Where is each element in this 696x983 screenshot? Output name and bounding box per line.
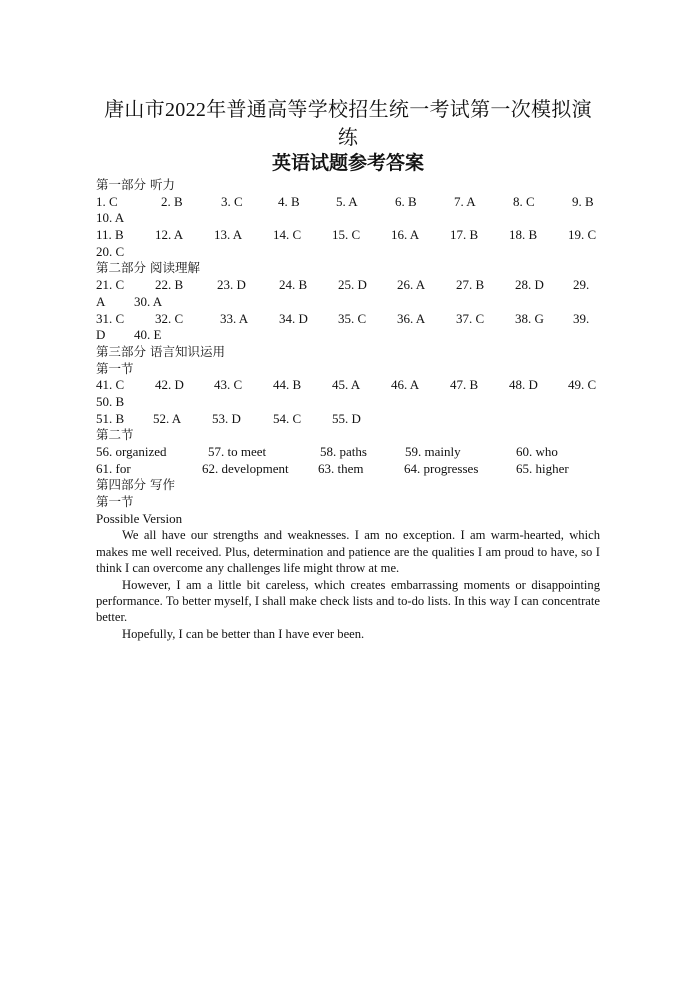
answer-item: 32. C bbox=[155, 310, 184, 326]
answer-item: 9. B bbox=[572, 193, 594, 209]
answer-item: 17. B bbox=[450, 227, 479, 243]
answer-item: 3. C bbox=[221, 193, 243, 209]
answer-row bbox=[96, 227, 600, 244]
part4-section1-heading: 第一节 bbox=[96, 494, 134, 510]
essay-paragraph: Hopefully, I can be better than I have ever been. bbox=[122, 626, 365, 641]
answer-item: 29. bbox=[573, 277, 590, 293]
answer-item: 48. D bbox=[509, 377, 538, 393]
answer-item: 60. who bbox=[516, 444, 558, 459]
answer-item: 15. C bbox=[332, 227, 361, 243]
answer-item: 53. D bbox=[212, 410, 241, 426]
answer-item: 44. B bbox=[273, 377, 302, 393]
answer-item: 47. B bbox=[450, 377, 479, 393]
answer-content bbox=[96, 177, 600, 642]
essay-paragraph: We all have our strengths and weaknesses. I am no exception. I am warm-hearted, which makes me well received. Plus, determination and patience are the qualities I am proud to have, so I think I can overcome any challenges life might throw at me. bbox=[96, 528, 600, 576]
answer-item: 23. D bbox=[217, 277, 246, 293]
answer-row bbox=[96, 210, 600, 227]
answer-item: 16. A bbox=[391, 227, 420, 243]
answer-item: 42. D bbox=[155, 377, 184, 393]
answer-row bbox=[96, 411, 600, 428]
answer-row bbox=[96, 327, 600, 344]
answer-item: 7. A bbox=[454, 193, 476, 209]
answer-item: 20. C bbox=[96, 243, 125, 259]
exam-title: 唐山市2022年普通高等学校招生统一考试第一次模拟演 bbox=[104, 99, 592, 121]
part2-heading: 第二部分 阅读理解 bbox=[96, 260, 200, 276]
answer-item: 57. to meet bbox=[208, 444, 267, 459]
answer-item: 8. C bbox=[513, 193, 535, 209]
answer-item: 49. C bbox=[568, 377, 597, 393]
answer-row bbox=[96, 244, 600, 261]
answer-item: 55. D bbox=[332, 410, 361, 426]
answer-item: 64. progresses bbox=[404, 460, 479, 476]
answer-item: 46. A bbox=[391, 377, 420, 393]
answer-item: 34. D bbox=[279, 310, 308, 326]
answer-item: 14. C bbox=[273, 227, 302, 243]
answer-key-subtitle: 英语试题参考答案 bbox=[271, 152, 424, 174]
possible-version-label: Possible Version bbox=[96, 510, 183, 526]
part3-section1-heading: 第一节 bbox=[96, 360, 134, 376]
answer-item: 50. B bbox=[96, 393, 125, 409]
answer-item: 65. higher bbox=[516, 460, 569, 476]
answer-row bbox=[96, 294, 600, 311]
answer-item: 35. C bbox=[338, 310, 367, 326]
answer-item: 38. G bbox=[515, 310, 544, 326]
answer-row bbox=[96, 444, 600, 461]
answer-item: D bbox=[96, 327, 106, 343]
answer-item: 40. E bbox=[134, 327, 162, 343]
part1-heading: 第一部分 听力 bbox=[96, 177, 175, 192]
answer-item: 43. C bbox=[214, 377, 243, 393]
exam-title-continued: 练 bbox=[337, 127, 359, 149]
answer-item: 11. B bbox=[96, 227, 124, 243]
answer-row bbox=[96, 461, 600, 478]
answer-item: 28. D bbox=[515, 277, 544, 293]
answer-item: 54. C bbox=[273, 410, 302, 426]
part4-heading: 第四部分 写作 bbox=[96, 477, 175, 493]
answer-item: 41. C bbox=[96, 377, 125, 393]
answer-item: 30. A bbox=[134, 293, 163, 309]
answer-row bbox=[96, 377, 600, 394]
answer-item: 10. A bbox=[96, 210, 125, 226]
answer-item: 5. A bbox=[336, 193, 358, 209]
answer-item: 12. A bbox=[155, 227, 184, 243]
answer-item: 51. B bbox=[96, 410, 125, 426]
answer-item: 22. B bbox=[155, 277, 184, 293]
part3-heading: 第三部分 语言知识运用 bbox=[96, 343, 225, 359]
answer-item: 33. A bbox=[220, 310, 249, 326]
answer-item: 13. A bbox=[214, 227, 243, 243]
answer-item: 61. for bbox=[96, 460, 131, 476]
answer-item: 39. bbox=[573, 310, 590, 326]
answer-item: 6. B bbox=[395, 193, 417, 209]
answer-item: 26. A bbox=[397, 277, 426, 293]
answer-row bbox=[96, 194, 600, 211]
answer-item: A bbox=[96, 293, 106, 309]
answer-item: 36. A bbox=[397, 310, 426, 326]
answer-item: 27. B bbox=[456, 277, 485, 293]
answer-item: 24. B bbox=[279, 277, 308, 293]
answer-item: 31. C bbox=[96, 310, 125, 326]
answer-item: 37. C bbox=[456, 310, 485, 326]
answer-item: 18. B bbox=[509, 227, 538, 243]
answer-row bbox=[96, 394, 600, 411]
answer-row bbox=[96, 277, 600, 294]
answer-item: 21. C bbox=[96, 277, 125, 293]
essay-paragraph: However, I am a little bit careless, which creates embarrassing moments or disappointing performance. To better myself, I shall make check lists and to-do lists. In this way I can concentrate better. bbox=[96, 577, 600, 625]
answer-item: 58. paths bbox=[320, 444, 367, 459]
answer-item: 59. mainly bbox=[405, 444, 461, 459]
answer-item: 1. C bbox=[96, 193, 118, 209]
answer-item: 63. them bbox=[318, 460, 364, 476]
answer-item: 56. organized bbox=[96, 444, 167, 459]
answer-item: 45. A bbox=[332, 377, 361, 393]
answer-item: 2. B bbox=[161, 193, 183, 209]
part3-section2-heading: 第二节 bbox=[96, 427, 134, 443]
answer-item: 4. B bbox=[278, 193, 300, 209]
answer-row bbox=[96, 311, 600, 328]
answer-item: 62. development bbox=[202, 460, 289, 476]
answer-item: 25. D bbox=[338, 277, 367, 293]
answer-item: 19. C bbox=[568, 227, 597, 243]
answer-item: 52. A bbox=[153, 410, 182, 426]
